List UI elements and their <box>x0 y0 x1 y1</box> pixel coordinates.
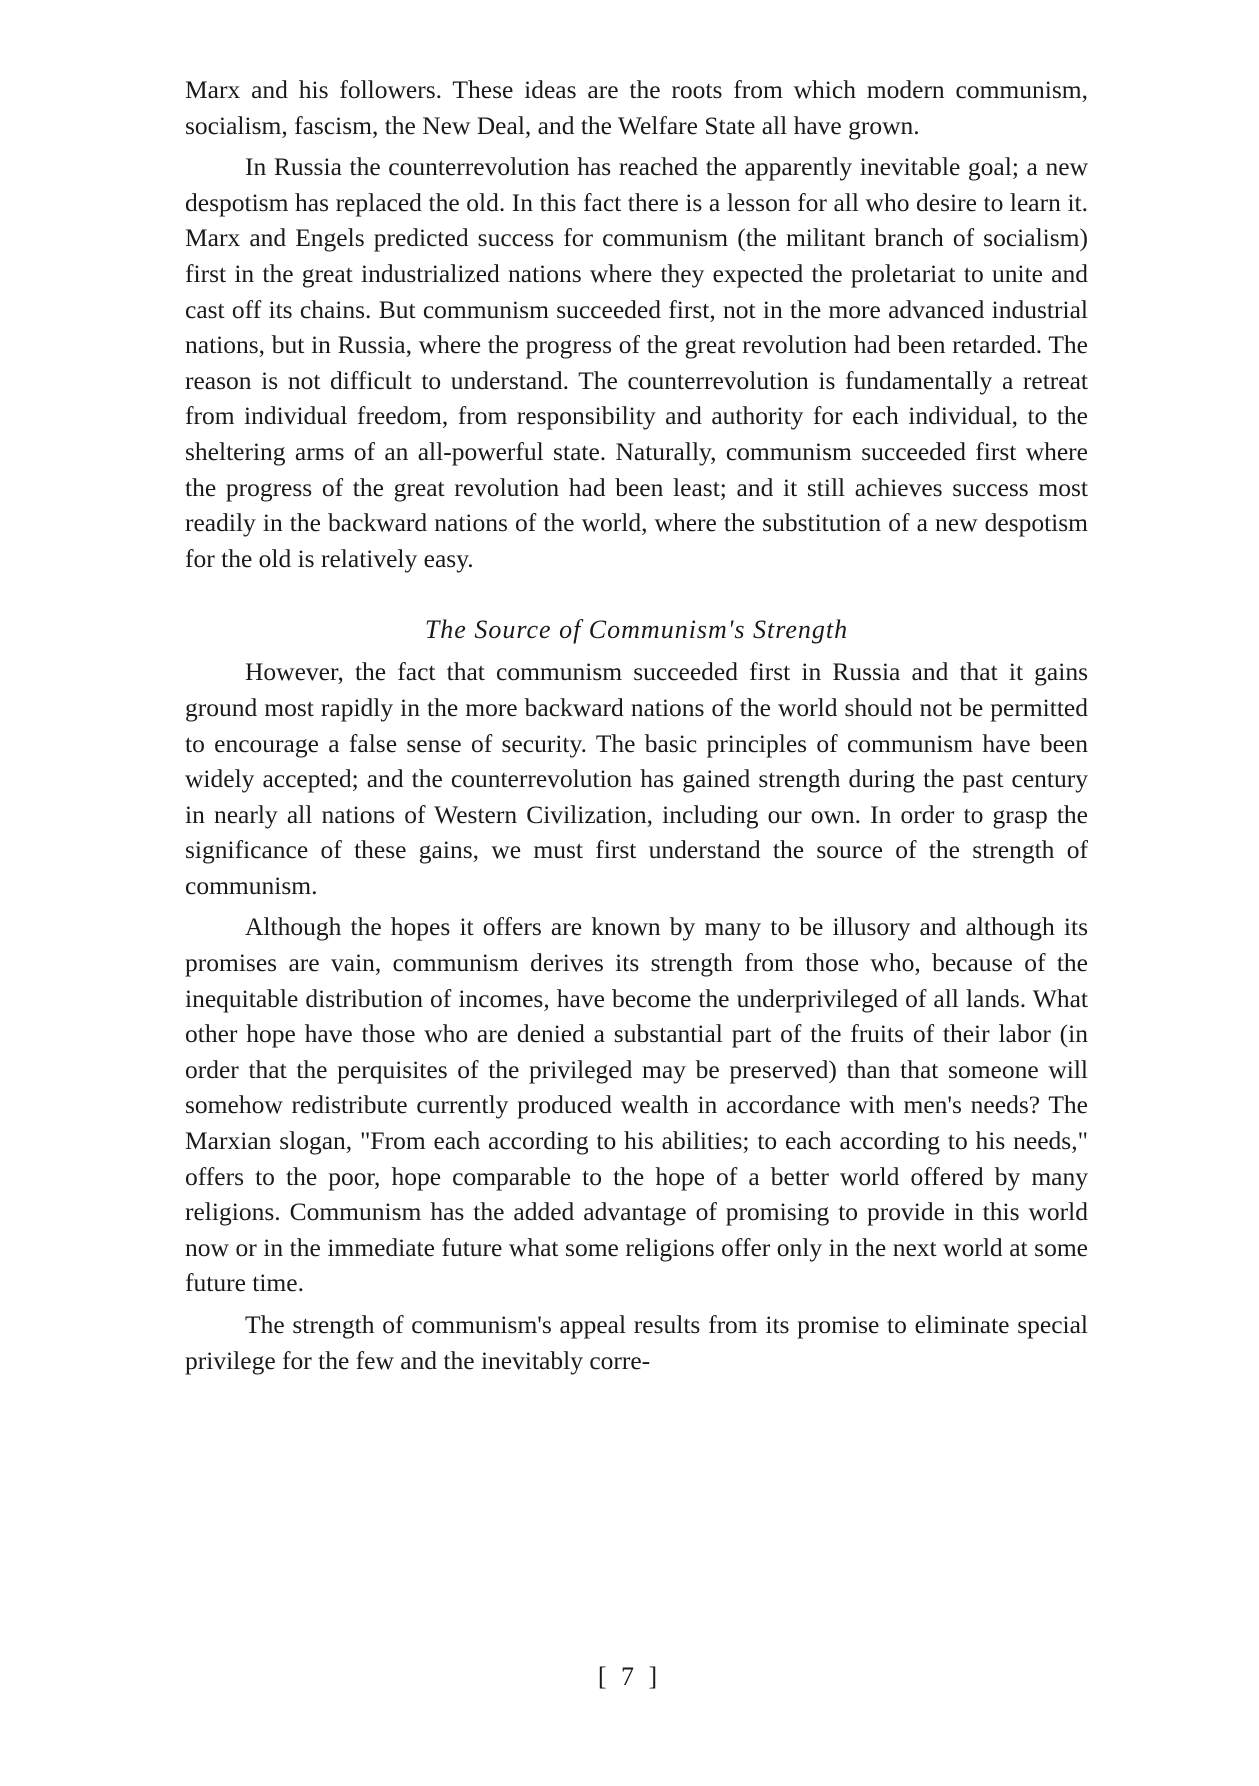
page-number: [ 7 ] <box>597 1662 662 1691</box>
paragraph-strength: The strength of communism's appeal results from its promise to eliminate special privilege for the few and the inevitably corre- <box>185 1310 1088 1375</box>
paragraph-russia: In Russia the counterrevolution has reached the apparently inevitable goal; a new despotism has replaced the old. In this fact there is a lesson for all who desire to learn it. Marx and Engels predicted success for communism (the militant branch of socialism) first in the great industrialized nations where they expected the proletariat to unite and cast off its chains. But communism succeeded first, not in the more advanced industrial nations, but in Russia, where the progress of the great revolution had been retarded. The reason is not difficult to understand. The counterrevolution is fundamentally a retreat from individual freedom, from responsibility and authority for each individual, to the sheltering arms of an all-powerful state. Naturally, communism succeeded first where the progress of the great revolution had been least; and it still achieves success most readily in the backward nations of the world, where the substitution of a new despotism for the old is relatively easy. <box>185 152 1088 573</box>
paragraph-continuation: Marx and his followers. These ideas are the roots from which modern communism, socialism, fascism, the New Deal, and the Welfare State all have grown. <box>185 75 1088 140</box>
page-body <box>185 72 1088 1384</box>
paragraph-although: Although the hopes it offers are known by many to be illusory and although its promises are vain, communism derives its strength from those who, because of the inequitable distribution of incomes, have become the underprivileged of all lands. What other hope have those who are denied a substantial part of the fruits of their labor (in order that the perquisites of the privileged may be preserved) than that someone will somehow redistribute currently produced wealth in accordance with men's needs? The Marxian slogan, "From each according to his abilities; to each according to his needs," offers to the poor, hope comparable to the hope of a better world offered by many religions. Communism has the added advantage of promising to provide in this world now or in the immediate future what some religions offer only in the next world at some future time. <box>185 912 1088 1298</box>
section-heading: The Source of Communism's Strength <box>424 615 849 645</box>
paragraph-however: However, the fact that communism succeeded first in Russia and that it gains ground most rapidly in the more backward nations of the world should not be permitted to encourage a false sense of security. The basic principles of communism have been widely accepted; and the counterrevolution has gained strength during the past century in nearly all nations of Western Civilization, including our own. In order to grasp the significance of these gains, we must first understand the source of the strength of communism. <box>185 657 1088 900</box>
